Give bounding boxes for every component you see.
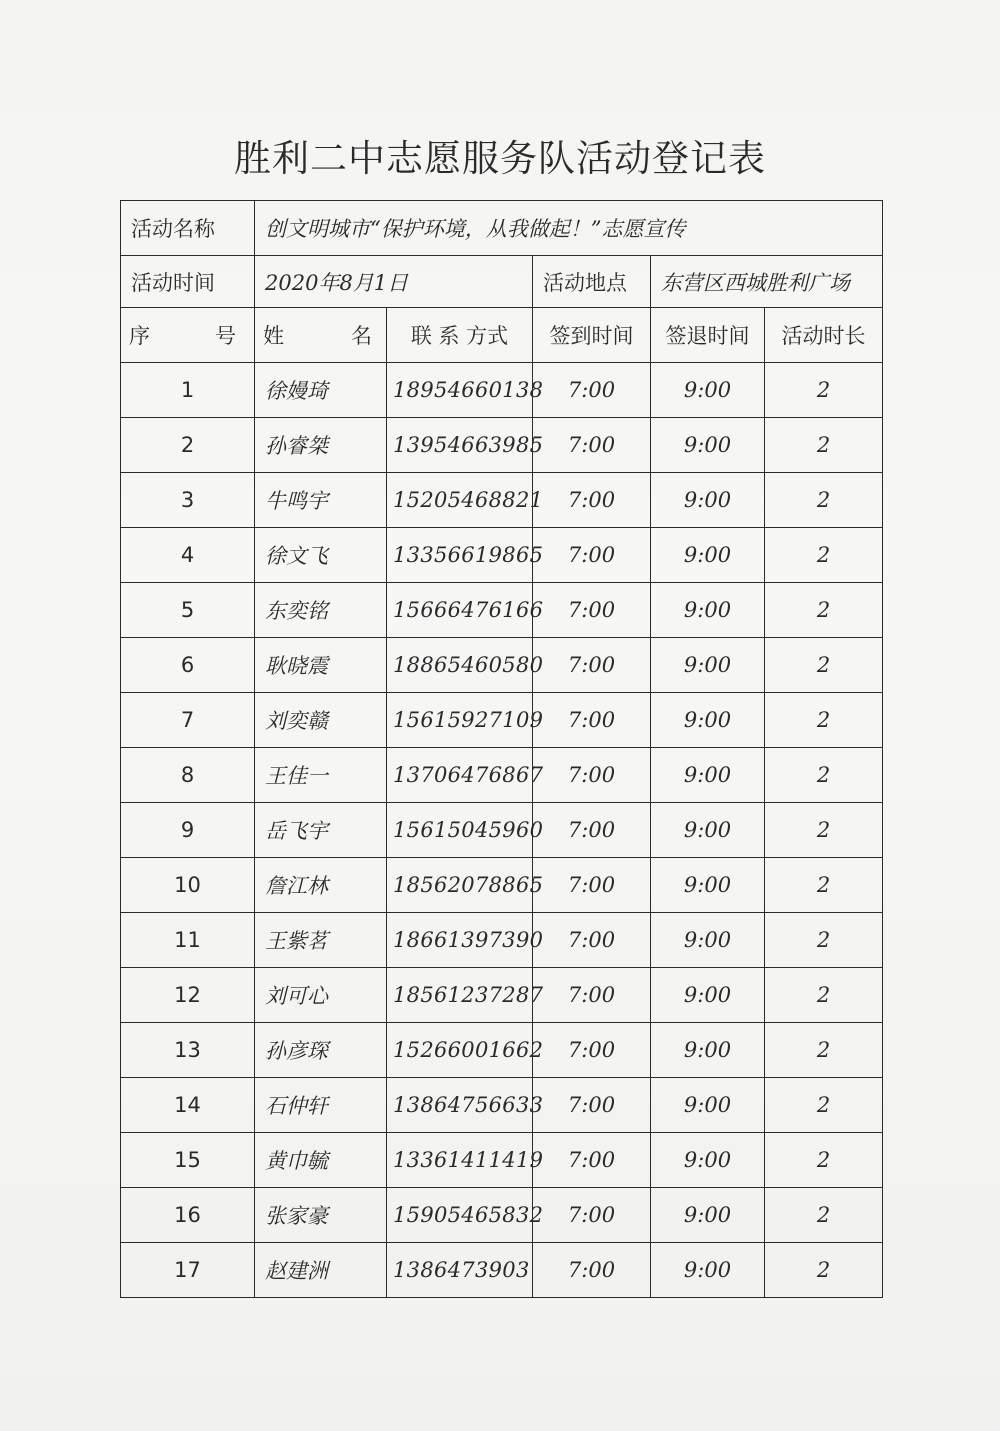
row-name: 王佳一 xyxy=(255,748,387,803)
checkin-header: 签到时间 xyxy=(533,308,651,363)
row-checkout: 9:00 xyxy=(651,583,765,638)
name-header-b: 名 xyxy=(351,324,372,348)
row-phone: 13361411419 xyxy=(387,1133,533,1188)
row-checkout: 9:00 xyxy=(651,693,765,748)
row-name: 东奕铭 xyxy=(255,583,387,638)
name-header xyxy=(255,308,387,363)
row-duration: 2 xyxy=(765,363,883,418)
table-row xyxy=(121,1133,883,1188)
row-phone: 15615927109 xyxy=(387,693,533,748)
row-duration: 2 xyxy=(765,1078,883,1133)
table-row xyxy=(121,583,883,638)
table-row xyxy=(121,858,883,913)
row-seq: 17 xyxy=(121,1243,255,1298)
table-row xyxy=(121,1023,883,1078)
table-row xyxy=(121,363,883,418)
row-duration: 2 xyxy=(765,473,883,528)
activity-time-row xyxy=(121,256,883,308)
row-seq: 10 xyxy=(121,858,255,913)
row-name: 张家豪 xyxy=(255,1188,387,1243)
row-duration: 2 xyxy=(765,748,883,803)
row-name: 黄巾毓 xyxy=(255,1133,387,1188)
row-phone: 13864756633 xyxy=(387,1078,533,1133)
row-checkout: 9:00 xyxy=(651,473,765,528)
row-checkout: 9:00 xyxy=(651,1243,765,1298)
checkout-header: 签退时间 xyxy=(651,308,765,363)
row-checkout: 9:00 xyxy=(651,803,765,858)
table-row xyxy=(121,748,883,803)
row-name: 徐嫚琦 xyxy=(255,363,387,418)
row-phone: 18954660138 xyxy=(387,363,533,418)
row-seq: 11 xyxy=(121,913,255,968)
row-seq: 16 xyxy=(121,1188,255,1243)
row-phone: 13706476867 xyxy=(387,748,533,803)
row-seq: 9 xyxy=(121,803,255,858)
row-seq: 5 xyxy=(121,583,255,638)
row-seq: 12 xyxy=(121,968,255,1023)
row-seq: 6 xyxy=(121,638,255,693)
row-duration: 2 xyxy=(765,1023,883,1078)
row-seq: 8 xyxy=(121,748,255,803)
activity-place-value: 东营区西城胜利广场 xyxy=(651,256,883,308)
row-checkout: 9:00 xyxy=(651,363,765,418)
row-duration: 2 xyxy=(765,913,883,968)
row-name: 孙彦琛 xyxy=(255,1023,387,1078)
table-row xyxy=(121,913,883,968)
row-checkout: 9:00 xyxy=(651,913,765,968)
row-checkin: 7:00 xyxy=(533,1243,651,1298)
row-seq: 13 xyxy=(121,1023,255,1078)
activity-name-row xyxy=(121,201,883,256)
row-checkout: 9:00 xyxy=(651,1023,765,1078)
row-checkin: 7:00 xyxy=(533,638,651,693)
row-seq: 15 xyxy=(121,1133,255,1188)
row-checkin: 7:00 xyxy=(533,968,651,1023)
registration-table xyxy=(120,200,883,1298)
table-row xyxy=(121,1243,883,1298)
row-checkout: 9:00 xyxy=(651,1133,765,1188)
activity-time-value: 2020年8月1日 xyxy=(255,256,533,308)
row-duration: 2 xyxy=(765,1188,883,1243)
row-checkin: 7:00 xyxy=(533,363,651,418)
name-header-a: 姓 xyxy=(263,324,284,348)
table-row xyxy=(121,418,883,473)
row-name: 耿晓震 xyxy=(255,638,387,693)
row-duration: 2 xyxy=(765,1133,883,1188)
row-phone: 15666476166 xyxy=(387,583,533,638)
column-header-row xyxy=(121,308,883,363)
row-duration: 2 xyxy=(765,968,883,1023)
row-checkin: 7:00 xyxy=(533,583,651,638)
row-name: 孙睿桀 xyxy=(255,418,387,473)
row-seq: 14 xyxy=(121,1078,255,1133)
row-checkin: 7:00 xyxy=(533,473,651,528)
row-checkin: 7:00 xyxy=(533,858,651,913)
row-phone: 13356619865 xyxy=(387,528,533,583)
row-checkout: 9:00 xyxy=(651,528,765,583)
row-duration: 2 xyxy=(765,638,883,693)
row-duration: 2 xyxy=(765,693,883,748)
row-name: 刘奕赣 xyxy=(255,693,387,748)
row-seq: 2 xyxy=(121,418,255,473)
row-checkin: 7:00 xyxy=(533,528,651,583)
seq-header-b: 号 xyxy=(215,324,236,348)
row-phone: 18661397390 xyxy=(387,913,533,968)
row-name: 牛鸣宇 xyxy=(255,473,387,528)
table-row xyxy=(121,968,883,1023)
seq-header-a: 序 xyxy=(129,324,150,348)
row-checkin: 7:00 xyxy=(533,1133,651,1188)
activity-name-label: 活动名称 xyxy=(121,201,255,256)
activity-time-label: 活动时间 xyxy=(121,256,255,308)
row-phone: 15905465832 xyxy=(387,1188,533,1243)
row-checkout: 9:00 xyxy=(651,1078,765,1133)
row-checkin: 7:00 xyxy=(533,913,651,968)
row-duration: 2 xyxy=(765,858,883,913)
table-row xyxy=(121,473,883,528)
row-duration: 2 xyxy=(765,418,883,473)
row-checkin: 7:00 xyxy=(533,803,651,858)
row-phone: 18561237287 xyxy=(387,968,533,1023)
form-title: 胜利二中志愿服务队活动登记表 xyxy=(234,137,766,180)
table-row xyxy=(121,1078,883,1133)
row-checkin: 7:00 xyxy=(533,418,651,473)
contact-header: 联 系 方式 xyxy=(387,308,533,363)
seq-header xyxy=(121,308,255,363)
activity-name-value: 创文明城市“保护环境，从我做起！”志愿宣传 xyxy=(255,201,883,256)
row-duration: 2 xyxy=(765,583,883,638)
row-name: 岳飞宇 xyxy=(255,803,387,858)
activity-place-label: 活动地点 xyxy=(533,256,651,308)
row-checkin: 7:00 xyxy=(533,1078,651,1133)
row-name: 刘可心 xyxy=(255,968,387,1023)
row-seq: 4 xyxy=(121,528,255,583)
row-name: 赵建洲 xyxy=(255,1243,387,1298)
row-checkin: 7:00 xyxy=(533,748,651,803)
row-checkin: 7:00 xyxy=(533,1188,651,1243)
row-checkin: 7:00 xyxy=(533,693,651,748)
row-seq: 7 xyxy=(121,693,255,748)
row-checkout: 9:00 xyxy=(651,968,765,1023)
table-row xyxy=(121,528,883,583)
row-checkout: 9:00 xyxy=(651,748,765,803)
row-phone: 15615045960 xyxy=(387,803,533,858)
row-duration: 2 xyxy=(765,528,883,583)
table-row xyxy=(121,1188,883,1243)
row-phone: 15205468821 xyxy=(387,473,533,528)
row-phone: 1386473903 xyxy=(387,1243,533,1298)
table-row xyxy=(121,693,883,748)
row-duration: 2 xyxy=(765,803,883,858)
row-name: 詹江林 xyxy=(255,858,387,913)
table-row xyxy=(121,638,883,693)
row-seq: 3 xyxy=(121,473,255,528)
row-checkin: 7:00 xyxy=(533,1023,651,1078)
table-row xyxy=(121,803,883,858)
row-checkout: 9:00 xyxy=(651,858,765,913)
row-seq: 1 xyxy=(121,363,255,418)
row-duration: 2 xyxy=(765,1243,883,1298)
row-name: 徐文飞 xyxy=(255,528,387,583)
row-checkout: 9:00 xyxy=(651,418,765,473)
row-phone: 13954663985 xyxy=(387,418,533,473)
row-checkout: 9:00 xyxy=(651,1188,765,1243)
row-checkout: 9:00 xyxy=(651,638,765,693)
row-name: 石仲轩 xyxy=(255,1078,387,1133)
row-phone: 18562078865 xyxy=(387,858,533,913)
row-phone: 18865460580 xyxy=(387,638,533,693)
row-phone: 15266001662 xyxy=(387,1023,533,1078)
duration-header: 活动时长 xyxy=(765,308,883,363)
row-name: 王紫茗 xyxy=(255,913,387,968)
